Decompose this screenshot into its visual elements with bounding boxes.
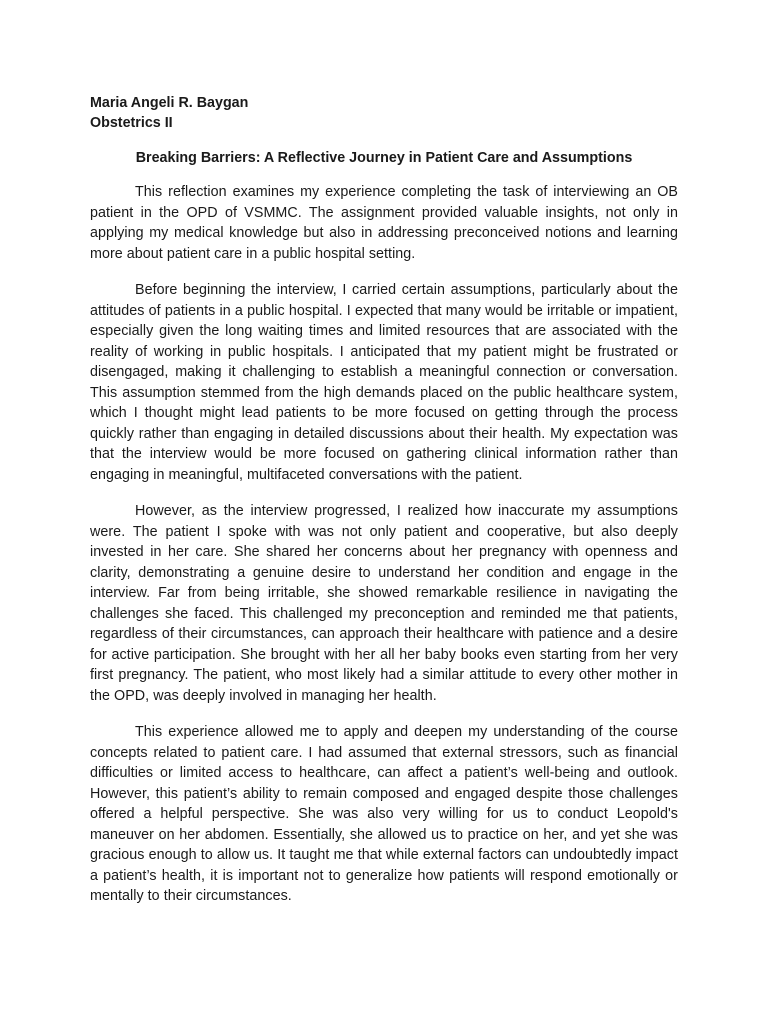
document-page [90, 93, 678, 907]
course-name: Obstetrics II [90, 115, 173, 131]
paragraph-learning: This experience allowed me to apply and deepen my understanding of the course concepts related to patient care. I had assumed that external stressors, such as financial difficulties or limited access to healthcare, can affect a patient’s well-being and outlook. However, this patient’s ability to remain composed and engaged despite those challenges offered a helpful perspective. She was also very willing for us to conduct Leopold's maneuver on her abdomen. Essentially, she allowed us to practice on her, and yet she was gracious enough to allow us. It taught me that while external factors can undoubtedly impact a patient’s health, it is important not to generalize how patients will respond emotionally or mentally to their circumstances. [90, 724, 678, 904]
document-title: Breaking Barriers: A Reflective Journey in Patient Care and Assumptions [135, 150, 633, 166]
paragraph-assumptions: Before beginning the interview, I carried certain assumptions, particularly about the attitudes of patients in a public hospital. I expected that many would be irritable or impatient, especially given the long waiting times and limited resources that are associated with the reality of working in public hospitals. I anticipated that my patient might be frustrated or disengaged, making it challenging to establish a meaningful connection or conversation. This assumption stemmed from the high demands placed on the public healthcare system, which I thought might lead patients to be more focused on getting through the process quickly rather than engaging in detailed discussions about their health. My expectation was that the interview would be more focused on gathering clinical information rather than engaging in meaningful, multifaceted conversations with the patient. [90, 282, 678, 483]
paragraph-intro: This reflection examines my experience completing the task of interviewing an OB patient in the OPD of VSMMC. The assignment provided valuable insights, not only in applying my medical knowledge but also in addressing preconceived notions and learning more about patient care in a public hospital setting. [90, 184, 678, 262]
author-name: Maria Angeli R. Baygan [90, 95, 249, 111]
paragraph-realization: However, as the interview progressed, I realized how inaccurate my assumptions were. The patient I spoke with was not only patient and cooperative, but also deeply invested in her care. She shared her concerns about her pregnancy with openness and clarity, demonstrating a genuine desire to understand her condition and engage in the interview. Far from being irritable, she showed remarkable resilience in navigating the challenges she faced. This challenged my preconception and reminded me that patients, regardless of their circumstances, can approach their healthcare with patience and a desire for active participation. She brought with her all her baby books even starting from her very first pregnancy. The patient, who most likely had a similar attitude to every other mother in the OPD, was deeply involved in managing her health. [90, 503, 678, 704]
